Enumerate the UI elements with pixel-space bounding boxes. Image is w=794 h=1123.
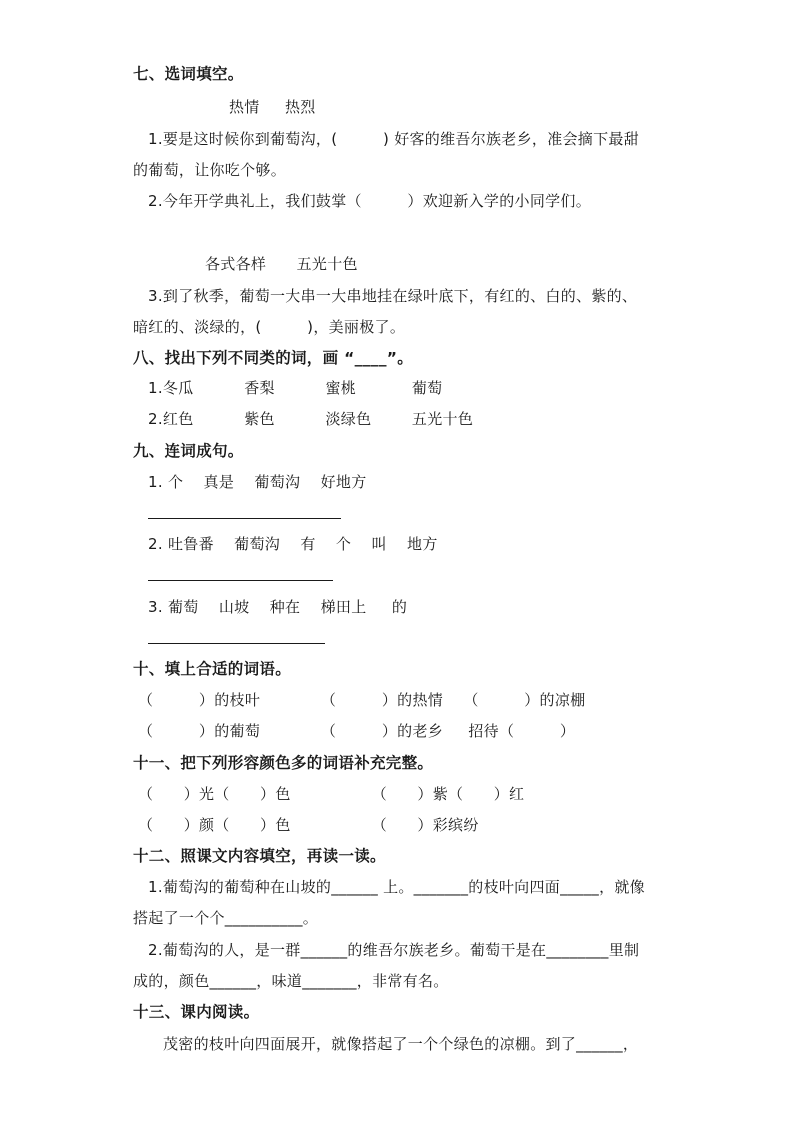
question-9-3: 3. 葡萄 山坡 种在 梯田上 的 xyxy=(148,598,408,616)
question-12-2-line-1: 2.葡萄沟的人，是一群______的维吾尔族老乡。葡萄干是在________里制 xyxy=(148,941,640,959)
reading-paragraph: 茂密的枝叶向四面展开，就像搭起了一个个绿色的凉棚。到了______， xyxy=(163,1035,639,1053)
question-7-3-line-1: 3.到了秋季，葡萄一大串一大串地挂在绿叶底下，有红的、白的、紫的、 xyxy=(148,287,638,305)
word-group-row-2: 2.红色 紫色 淡绿色 五光十色 xyxy=(148,410,474,428)
question-7-2: 2.今年开学典礼上，我们鼓掌（ ）欢迎新入学的小同学们。 xyxy=(148,192,592,210)
color-words-row-2: （ ）颜（ ）色 （ ）彩缤纷 xyxy=(138,816,479,834)
question-12-1-line-1: 1.葡萄沟的葡萄种在山坡的______ 上。_______的枝叶向四面_____，就像 xyxy=(148,878,645,896)
section-12-title: 十二、照课文内容填空，再读一读。 xyxy=(133,847,386,865)
word-choices-a: 热情 热烈 xyxy=(229,98,316,116)
question-7-3-line-2: 暗红的、淡绿的，( )，美丽极了。 xyxy=(133,318,406,336)
question-7-1-line-1: 1.要是这时候你到葡萄沟，( ) 好客的维吾尔族老乡，准会摘下最甜 xyxy=(148,130,639,148)
question-12-2-line-2: 成的，颜色______，味道_______，非常有名。 xyxy=(133,972,449,990)
section-9-title: 九、连词成句。 xyxy=(133,442,244,460)
word-choices-b: 各式各样 五光十色 xyxy=(205,255,358,273)
fill-row-2: （ ）的葡萄 （ ）的老乡 招待（ ） xyxy=(138,722,576,740)
word-group-row-1: 1.冬瓜 香梨 蜜桃 葡萄 xyxy=(148,379,443,397)
answer-line-3[interactable] xyxy=(148,643,325,644)
question-9-1: 1. 个 真是 葡萄沟 好地方 xyxy=(148,473,367,491)
section-13-title: 十三、课内阅读。 xyxy=(133,1003,260,1021)
section-10-title: 十、填上合适的词语。 xyxy=(133,660,292,678)
question-7-1-line-2: 的葡萄，让你吃个够。 xyxy=(133,161,287,179)
section-7-title: 七、选词填空。 xyxy=(133,65,244,83)
section-11-title: 十一、把下列形容颜色多的词语补充完整。 xyxy=(133,754,434,772)
section-8-title: 八、找出下列不同类的词，画 “____”。 xyxy=(133,349,414,367)
question-12-1-line-2: 搭起了一个个__________。 xyxy=(133,909,319,927)
question-9-2: 2. 吐鲁番 葡萄沟 有 个 叫 地方 xyxy=(148,535,438,553)
answer-line-2[interactable] xyxy=(148,580,333,581)
answer-line-1[interactable] xyxy=(148,518,341,519)
fill-row-1: （ ）的枝叶 （ ）的热情 （ ）的凉棚 xyxy=(138,691,586,709)
color-words-row-1: （ ）光（ ）色 （ ）紫（ ）红 xyxy=(138,785,525,803)
